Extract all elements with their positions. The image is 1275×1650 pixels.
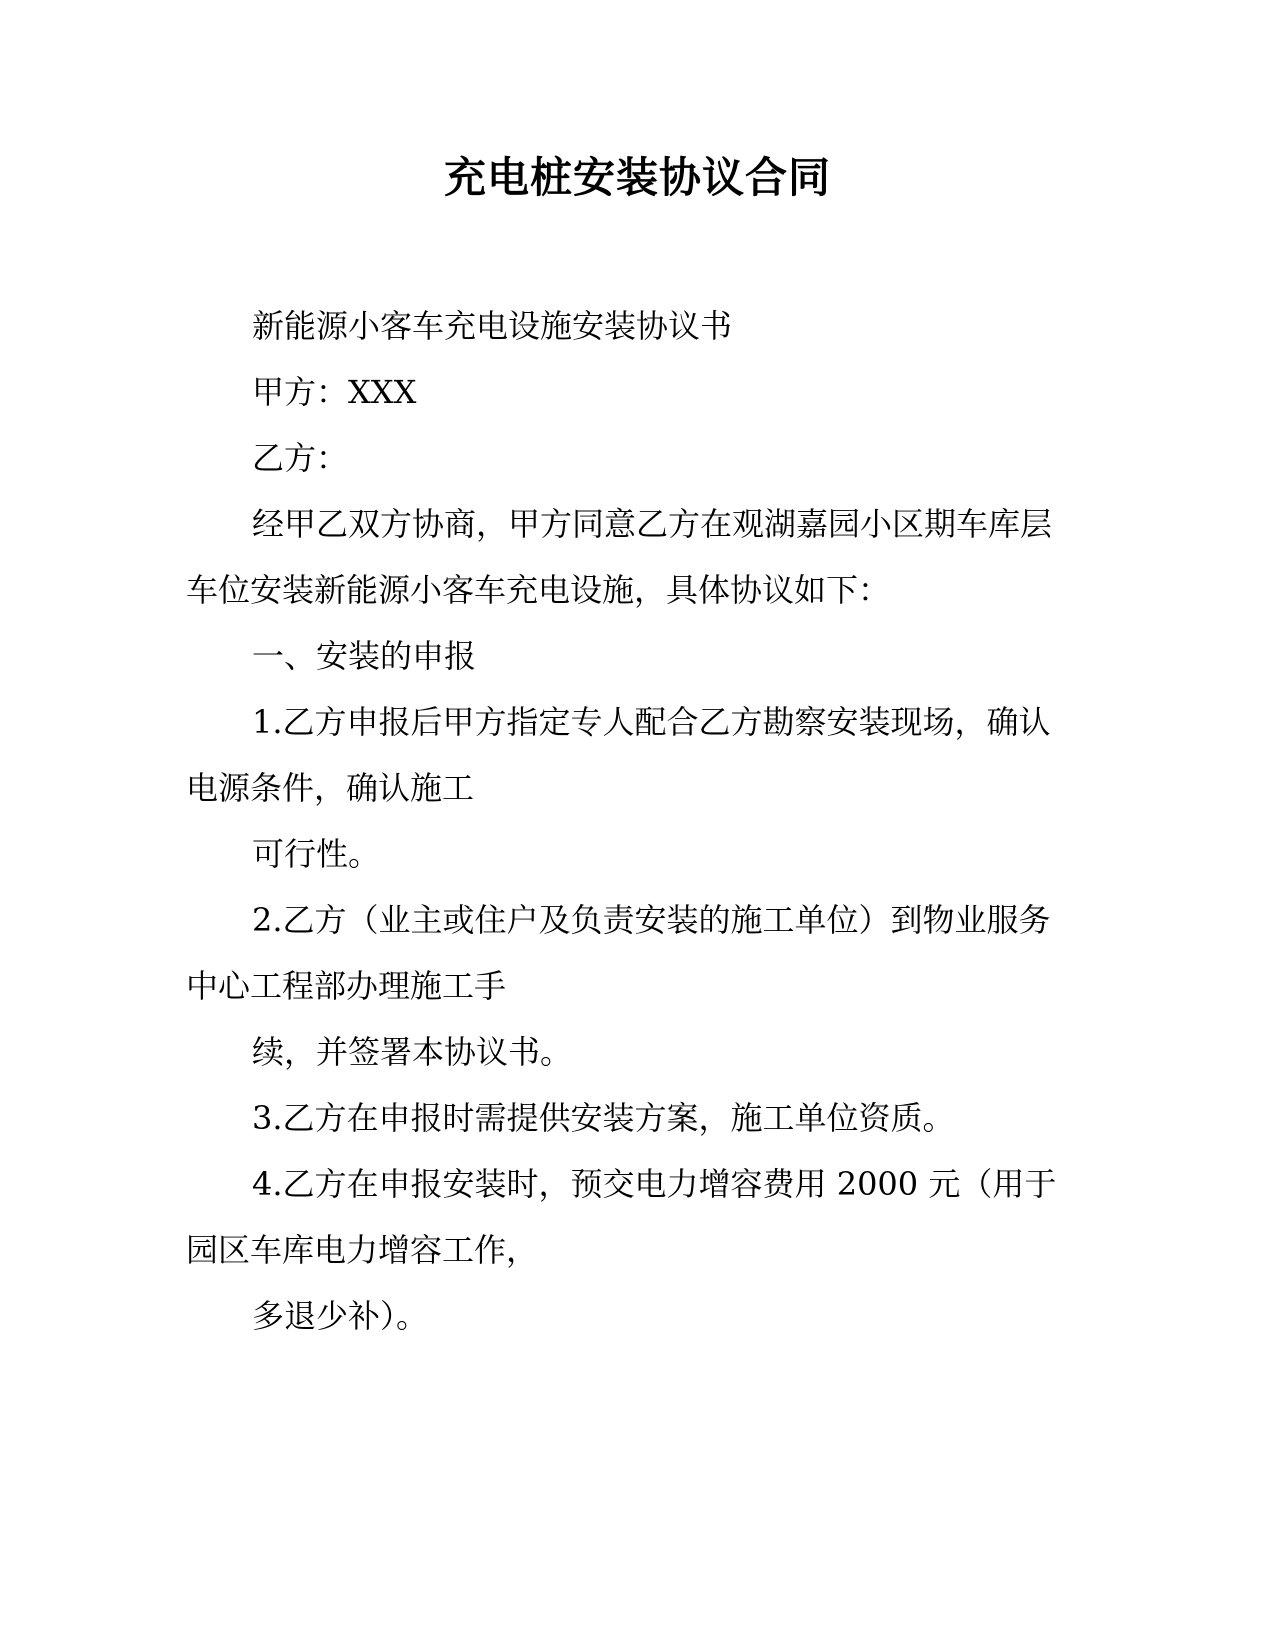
party-b-line: 乙方： xyxy=(252,439,349,477)
subtitle-line: 新能源小客车充电设施安装协议书 xyxy=(252,307,733,345)
clause-4-line-3: 多退少补）。 xyxy=(252,1297,429,1335)
intro-line-2: 车位安装新能源小客车充电设施，具体协议如下： xyxy=(186,571,891,609)
clause-1-line-3: 可行性。 xyxy=(252,835,381,873)
party-a-line: 甲方：XXX xyxy=(252,373,417,411)
document-title: 充电桩安装协议合同 xyxy=(443,153,831,202)
clause-4-line-1: 4.乙方在申报安装时，预交电力增容费用 2000 元（用于 xyxy=(252,1165,1057,1203)
clause-3-line-1: 3.乙方在申报时需提供安装方案，施工单位资质。 xyxy=(252,1099,955,1137)
section-heading: 一、安装的申报 xyxy=(252,637,477,675)
clause-2-line-2: 中心工程部办理施工手 xyxy=(186,967,507,1005)
clause-4-line-2: 园区车库电力增容工作， xyxy=(186,1231,539,1269)
intro-line-1: 经甲乙双方协商，甲方同意乙方在观湖嘉园小区期车库层 xyxy=(252,505,1053,543)
clause-2-line-1: 2.乙方（业主或住户及负责安装的施工单位）到物业服务 xyxy=(252,901,1051,939)
clause-2-line-3: 续，并签署本协议书。 xyxy=(252,1033,573,1071)
clause-1-line-2: 电源条件，确认施工 xyxy=(186,769,475,807)
clause-1-line-1: 1.乙方申报后甲方指定专人配合乙方勘察安装现场，确认 xyxy=(252,703,1051,741)
document-body xyxy=(186,293,1086,1349)
